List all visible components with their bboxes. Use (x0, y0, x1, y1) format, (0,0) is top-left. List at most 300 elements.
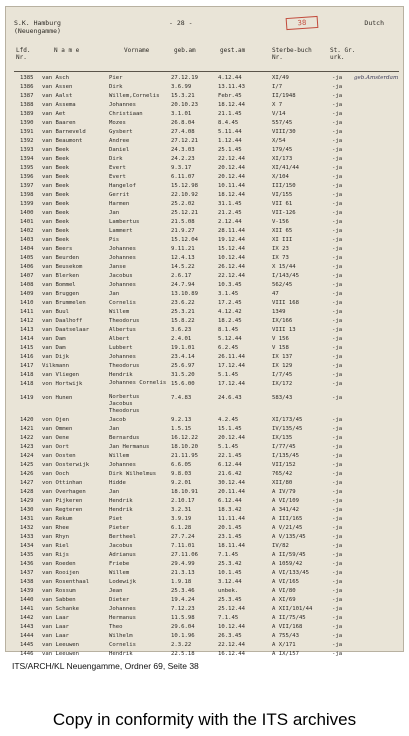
row-number: 1387 (20, 93, 34, 99)
row-number: 1386 (20, 84, 34, 90)
row-given-names: Jacob (109, 417, 126, 423)
row-birth-date: 31.5.20 (171, 372, 195, 378)
row-death-date: 10.1.45 (218, 570, 242, 576)
row-certificate: -ja (332, 525, 343, 531)
row-surname: van Beek (42, 165, 69, 171)
row-death-date: 25.3.42 (218, 561, 242, 567)
row-death-book-number: VIII/30 (272, 129, 296, 135)
row-death-book-number: 1349 (272, 309, 286, 315)
row-birth-date: 15.8.22 (171, 318, 195, 324)
row-given-names: Dieter (109, 597, 130, 603)
row-surname: van Rijs (42, 552, 69, 558)
row-death-book-number: XII 65 (272, 228, 293, 234)
row-certificate: -ja (332, 453, 343, 459)
row-death-date: Febr.45 (218, 93, 242, 99)
row-given-names: Johannes (109, 354, 136, 360)
table-row (14, 488, 402, 497)
row-surname: van Pijkeren (42, 498, 83, 504)
row-number: 1435 (20, 552, 34, 558)
row-given-names: Dirk Wilhelmus (109, 471, 157, 477)
camp-subtitle: (Neuengamme) (14, 27, 61, 35)
row-surname: van Brummelen (42, 300, 86, 306)
row-death-book-number: A XI/69 (272, 597, 296, 603)
row-death-date: 2.12.44 (218, 219, 242, 225)
row-given-names: Pier (109, 75, 123, 81)
row-certificate: -ja (332, 489, 343, 495)
row-birth-date: 21.3.13 (171, 570, 195, 576)
row-number: 1402 (20, 228, 34, 234)
row-death-book-number: A II/75/45 (272, 615, 306, 621)
row-number: 1398 (20, 192, 34, 198)
row-birth-date: 21.11.95 (171, 453, 198, 459)
table-row (14, 344, 402, 353)
table-row (14, 479, 402, 488)
row-certificate: -ja (332, 597, 343, 603)
row-birth-date: 3.6.23 (171, 327, 192, 333)
row-number: 1420 (20, 417, 34, 423)
table-row (14, 596, 402, 605)
row-certificate: -ja (332, 498, 343, 504)
row-surname: van Rooijen (42, 570, 80, 576)
row-death-book-number: X/54 (272, 138, 286, 144)
row-certificate: -ja (332, 363, 343, 369)
row-birth-date: 23.4.14 (171, 354, 195, 360)
row-birth-date: 15.3.21 (171, 93, 195, 99)
row-birth-date: 15.12.98 (171, 183, 198, 189)
row-birth-date: 16.12.22 (171, 435, 198, 441)
table-row (14, 83, 402, 92)
table-row (14, 614, 402, 623)
row-certificate: -ja (332, 174, 343, 180)
row-certificate: -ja (332, 633, 343, 639)
table-row (14, 623, 402, 632)
row-surname: van Beek (42, 174, 69, 180)
row-death-date: 20.12.44 (218, 435, 245, 441)
row-surname: van Beek (42, 237, 69, 243)
table-row (14, 497, 402, 506)
table-row (14, 515, 402, 524)
table-row (14, 146, 402, 155)
row-death-book-number: A VI/109 (272, 498, 299, 504)
row-death-book-number: V 156 (272, 336, 289, 342)
table-row (14, 542, 402, 551)
row-number: 1390 (20, 120, 34, 126)
row-death-date: 10.3.45 (218, 282, 242, 288)
row-given-names: Johannes (109, 102, 136, 108)
row-death-book-number: V/14 (272, 111, 286, 117)
table-row (14, 191, 402, 200)
row-birth-date: 9.8.03 (171, 471, 192, 477)
row-surname: van Beek (42, 192, 69, 198)
row-surname: van Oosterwijk (42, 462, 90, 468)
row-number: 1421 (20, 426, 34, 432)
row-number: 1408 (20, 282, 34, 288)
row-surname: van Laar (42, 615, 69, 621)
row-certificate: -ja (332, 345, 343, 351)
row-surname: van Overhagen (42, 489, 86, 495)
row-given-names: Bertheel (109, 534, 136, 540)
row-given-names: Harmen (109, 201, 130, 207)
row-birth-date: 9.2.01 (171, 480, 192, 486)
row-given-names: Hermanus (109, 615, 136, 621)
table-row (14, 650, 402, 659)
row-death-book-number: I/77/45 (272, 444, 296, 450)
archive-stamp: 38 (286, 16, 319, 30)
table-row (14, 317, 402, 326)
row-certificate: -ja (332, 264, 343, 270)
row-number: 1439 (20, 588, 34, 594)
row-birth-date: 11.5.98 (171, 615, 195, 621)
table-row (14, 632, 402, 641)
row-certificate: -ja (332, 381, 343, 387)
row-birth-date: 3.6.99 (171, 84, 192, 90)
row-death-date: 5.1.45 (218, 444, 239, 450)
row-certificate: -ja (332, 138, 343, 144)
row-death-book-number: XI/41/44 (272, 165, 299, 171)
table-row (14, 164, 402, 173)
row-number: 1418 (20, 381, 34, 387)
row-death-book-number: A VI/165 (272, 579, 299, 585)
row-given-names: Lodewijk (109, 579, 136, 585)
row-death-book-number: VI/155 (272, 192, 293, 198)
row-death-date: 5.1.45 (218, 372, 239, 378)
row-number: 1397 (20, 183, 34, 189)
row-certificate: -ja (332, 615, 343, 621)
row-surname: van Ommen (42, 426, 73, 432)
row-birth-date: 29.4.99 (171, 561, 195, 567)
row-death-book-number: A IX/157 (272, 651, 299, 657)
row-surname: van Aet (42, 111, 66, 117)
row-surname: van Regteren (42, 507, 83, 513)
table-row (14, 569, 402, 578)
table-row (14, 110, 402, 119)
row-death-book-number: X 15/44 (272, 264, 296, 270)
row-given-names: Norbertus Jacobus Theodorus (109, 394, 140, 414)
row-number: 1409 (20, 291, 34, 297)
row-number: 1429 (20, 498, 34, 504)
row-surname: van Beek (42, 183, 69, 189)
row-birth-date: 2.4.01 (171, 336, 192, 342)
row-certificate: -ja (332, 255, 343, 261)
row-death-book-number: VIII 168 (272, 300, 299, 306)
header-divider (14, 71, 399, 72)
row-surname: van Beers (42, 246, 73, 252)
row-death-date: 15.1.45 (218, 426, 242, 432)
column-header-st-gr: St. Gr. urk. (330, 47, 356, 61)
row-death-date: 20.11.44 (218, 489, 245, 495)
row-death-date: 22.1.45 (218, 453, 242, 459)
row-given-names: Hendrik (109, 372, 133, 378)
page-number: - 28 - (169, 19, 193, 27)
row-certificate: -ja (332, 444, 343, 450)
row-surname: van Vliegen (42, 372, 80, 378)
row-birth-date: 3.9.19 (171, 516, 192, 522)
row-number: 1401 (20, 219, 34, 225)
row-certificate: -ja (332, 651, 343, 657)
row-number: 1385 (20, 75, 34, 81)
row-birth-date: 29.6.04 (171, 624, 195, 630)
row-certificate: -ja (332, 395, 343, 401)
table-row (14, 578, 402, 587)
source-caption: ITS/ARCH/KL Neuengamme, Ordner 69, Seite 38 (12, 661, 199, 671)
table-row (14, 425, 402, 434)
row-certificate: -ja (332, 219, 343, 225)
row-certificate: -ja (332, 201, 343, 207)
row-number: 1389 (20, 111, 34, 117)
row-death-date: 3.12.44 (218, 579, 242, 585)
row-surname: van Leeuwen (42, 651, 80, 657)
row-number: 1399 (20, 201, 34, 207)
row-birth-date: 10.1.96 (171, 633, 195, 639)
row-number: 1443 (20, 624, 34, 630)
row-given-names: Johannes (109, 255, 136, 261)
row-death-book-number: III/150 (272, 183, 296, 189)
row-given-names: Theodorus (109, 363, 140, 369)
row-certificate: -ja (332, 471, 343, 477)
table-row (14, 236, 402, 245)
row-certificate: -ja (332, 183, 343, 189)
row-certificate: -ja (332, 237, 343, 243)
row-death-book-number: XI III (272, 237, 293, 243)
table-row (14, 308, 402, 317)
row-death-date: 6.12.44 (218, 498, 242, 504)
row-death-date: 24.6.43 (218, 395, 242, 401)
row-death-date: 5.11.44 (218, 129, 242, 135)
row-number: 1405 (20, 255, 34, 261)
row-death-date: 15.12.44 (218, 246, 245, 252)
row-number: 1433 (20, 534, 34, 540)
table-row (14, 353, 402, 362)
row-number: 1438 (20, 579, 34, 585)
row-surname: van Sabben (42, 597, 76, 603)
table-row (14, 326, 402, 335)
table-row (14, 137, 402, 146)
row-certificate: -ja (332, 156, 343, 162)
table-row (14, 461, 402, 470)
row-certificate: -ja (332, 561, 343, 567)
row-certificate: -ja (332, 228, 343, 234)
row-certificate: -ja (332, 300, 343, 306)
row-number: 1446 (20, 651, 34, 657)
row-given-names: Mozes (109, 120, 126, 126)
row-birth-date: 13.10.89 (171, 291, 198, 297)
row-certificate: -ja (332, 588, 343, 594)
row-surname: van Schanke (42, 606, 80, 612)
row-birth-date: 7.12.23 (171, 606, 195, 612)
row-death-book-number: XI/173 (272, 156, 293, 162)
table-row (14, 254, 402, 263)
row-given-names: Hendrik (109, 651, 133, 657)
row-death-date: 17.2.45 (218, 300, 242, 306)
row-death-book-number: I/135/45 (272, 453, 299, 459)
row-surname: van Bruggen (42, 291, 80, 297)
row-death-date: 20.12.44 (218, 165, 245, 171)
row-surname: van Roeden (42, 561, 76, 567)
row-given-names: Hidde (109, 480, 126, 486)
table-row (14, 173, 402, 182)
row-death-date: 8.4.45 (218, 120, 239, 126)
row-death-date: 17.12.44 (218, 363, 245, 369)
row-given-names: Daniel (109, 147, 130, 153)
row-certificate: -ja (332, 210, 343, 216)
row-given-names: Johannes (109, 606, 136, 612)
row-surname: van Buul (42, 309, 69, 315)
row-number: 1406 (20, 264, 34, 270)
row-number: 1412 (20, 318, 34, 324)
row-number: 1444 (20, 633, 34, 639)
row-certificate: -ja (332, 147, 343, 153)
row-death-date: unbek. (218, 588, 239, 594)
row-number: 1436 (20, 561, 34, 567)
column-header-vorname: Vorname (124, 47, 150, 54)
row-certificate: -ja (332, 516, 343, 522)
row-birth-date: 2.3.22 (171, 642, 192, 648)
row-death-book-number: A X/171 (272, 642, 296, 648)
table-row (14, 182, 402, 191)
row-birth-date: 25.3.21 (171, 309, 195, 315)
row-surname: van Oosten (42, 453, 76, 459)
row-death-book-number: A VI/80 (272, 588, 296, 594)
table-row (14, 605, 402, 614)
column-headers (14, 47, 399, 69)
row-surname: van Beek (42, 201, 69, 207)
row-birth-date: 18.10.20 (171, 444, 198, 450)
row-death-book-number: VIII 13 (272, 327, 296, 333)
row-number: 1426 (20, 471, 34, 477)
row-death-date: 4.2.45 (218, 417, 239, 423)
row-certificate: -ja (332, 291, 343, 297)
row-death-date: 22.12.44 (218, 642, 245, 648)
table-row (14, 470, 402, 479)
row-death-date: 20.12.44 (218, 174, 245, 180)
table-row (14, 533, 402, 542)
row-birth-date: 7.11.01 (171, 543, 195, 549)
row-surname: van Beurden (42, 255, 80, 261)
row-death-book-number: IX 129 (272, 363, 293, 369)
row-certificate: -ja (332, 309, 343, 315)
row-given-names: Jan (109, 426, 120, 432)
table-row (14, 524, 402, 533)
row-birth-date: 20.10.23 (171, 102, 198, 108)
row-given-names: Cornelis (109, 642, 136, 648)
row-birth-date: 19.4.24 (171, 597, 195, 603)
row-surname: van Daalhoff (42, 318, 83, 324)
row-number: 1437 (20, 570, 34, 576)
row-given-names: Albertus (109, 327, 136, 333)
row-death-book-number: XI/173/45 (272, 417, 303, 423)
nationality-label: Dutch (364, 19, 384, 27)
row-birth-date: 25.6.97 (171, 363, 195, 369)
row-given-names: Theodorus (109, 318, 140, 324)
table-row (14, 245, 402, 254)
row-given-names: Janse (109, 264, 126, 270)
row-death-date: 8.1.45 (218, 327, 239, 333)
row-birth-date: 2.6.17 (171, 273, 192, 279)
row-number: 1400 (20, 210, 34, 216)
row-death-book-number: IX/172 (272, 381, 293, 387)
row-death-date: 30.12.44 (218, 480, 245, 486)
row-surname: van Rossum (42, 588, 76, 594)
row-death-book-number: A V/135/45 (272, 534, 306, 540)
row-death-book-number: IV/82 (272, 543, 289, 549)
row-surname: Vilkmann (42, 363, 69, 369)
row-given-names: Dirk (109, 156, 123, 162)
row-death-book-number: A VII/168 (272, 624, 303, 630)
row-number: 1394 (20, 156, 34, 162)
table-row (14, 218, 402, 227)
table-row (14, 281, 402, 290)
row-death-date: 16.12.44 (218, 651, 245, 657)
row-number: 1419 (20, 395, 34, 401)
row-death-date: 25.12.44 (218, 606, 245, 612)
row-death-book-number: X 7 (272, 102, 283, 108)
row-certificate: -ja (332, 318, 343, 324)
row-certificate: -ja (332, 624, 343, 630)
row-birth-date: 27.11.06 (171, 552, 198, 558)
row-number: 1407 (20, 273, 34, 279)
row-death-book-number: 583/43 (272, 395, 293, 401)
table-row (14, 394, 402, 414)
row-number: 1396 (20, 174, 34, 180)
row-birth-date: 24.2.23 (171, 156, 195, 162)
row-certificate: -ja (332, 642, 343, 648)
row-birth-date: 6.1.28 (171, 525, 192, 531)
row-certificate: -ja (332, 552, 343, 558)
row-birth-date: 24.7.94 (171, 282, 195, 288)
row-number: 1411 (20, 309, 34, 315)
row-number: 1445 (20, 642, 34, 648)
row-given-names: Jean (109, 588, 123, 594)
row-given-names: Hendrik (109, 498, 133, 504)
row-death-book-number: VII 61 (272, 201, 293, 207)
row-death-book-number: IX 73 (272, 255, 289, 261)
copy-conformity-caption: Copy in conformity with the ITS archives (52, 710, 357, 729)
row-surname: van Beaumont (42, 138, 83, 144)
row-given-names: Hangelof (109, 183, 136, 189)
row-given-names: Cornelis (109, 300, 136, 306)
row-death-date: 18.12.44 (218, 192, 245, 198)
row-surname: van Aalst (42, 93, 73, 99)
row-given-names: Gerrit (109, 192, 130, 198)
row-given-names: Pis (109, 237, 120, 243)
row-given-names: Adrianus (109, 552, 136, 558)
row-death-book-number: 765/42 (272, 471, 293, 477)
table-row (14, 560, 402, 569)
row-surname: van Blerken (42, 273, 80, 279)
row-death-date: 18.2.45 (218, 318, 242, 324)
row-birth-date: 22.10.92 (171, 192, 198, 198)
row-certificate: -ja (332, 435, 343, 441)
row-certificate: -ja (332, 111, 343, 117)
row-certificate: -ja (332, 543, 343, 549)
row-given-names: Jan (109, 489, 120, 495)
row-certificate: -ja (332, 246, 343, 252)
row-number: 1441 (20, 606, 34, 612)
row-given-names: Friebe (109, 561, 130, 567)
row-death-book-number: IX/166 (272, 318, 293, 324)
table-row (14, 290, 402, 299)
row-given-names: Gysbert (109, 129, 133, 135)
row-death-date: 11.11.44 (218, 516, 245, 522)
row-death-date: 6.2.45 (218, 345, 239, 351)
row-number: 1431 (20, 516, 34, 522)
row-surname: van Leeuwen (42, 642, 80, 648)
table-row (14, 506, 402, 515)
table-row (14, 443, 402, 452)
column-header-name: N a m e (54, 47, 80, 54)
row-certificate: -ja (332, 426, 343, 432)
row-birth-date: 9.2.13 (171, 417, 192, 423)
